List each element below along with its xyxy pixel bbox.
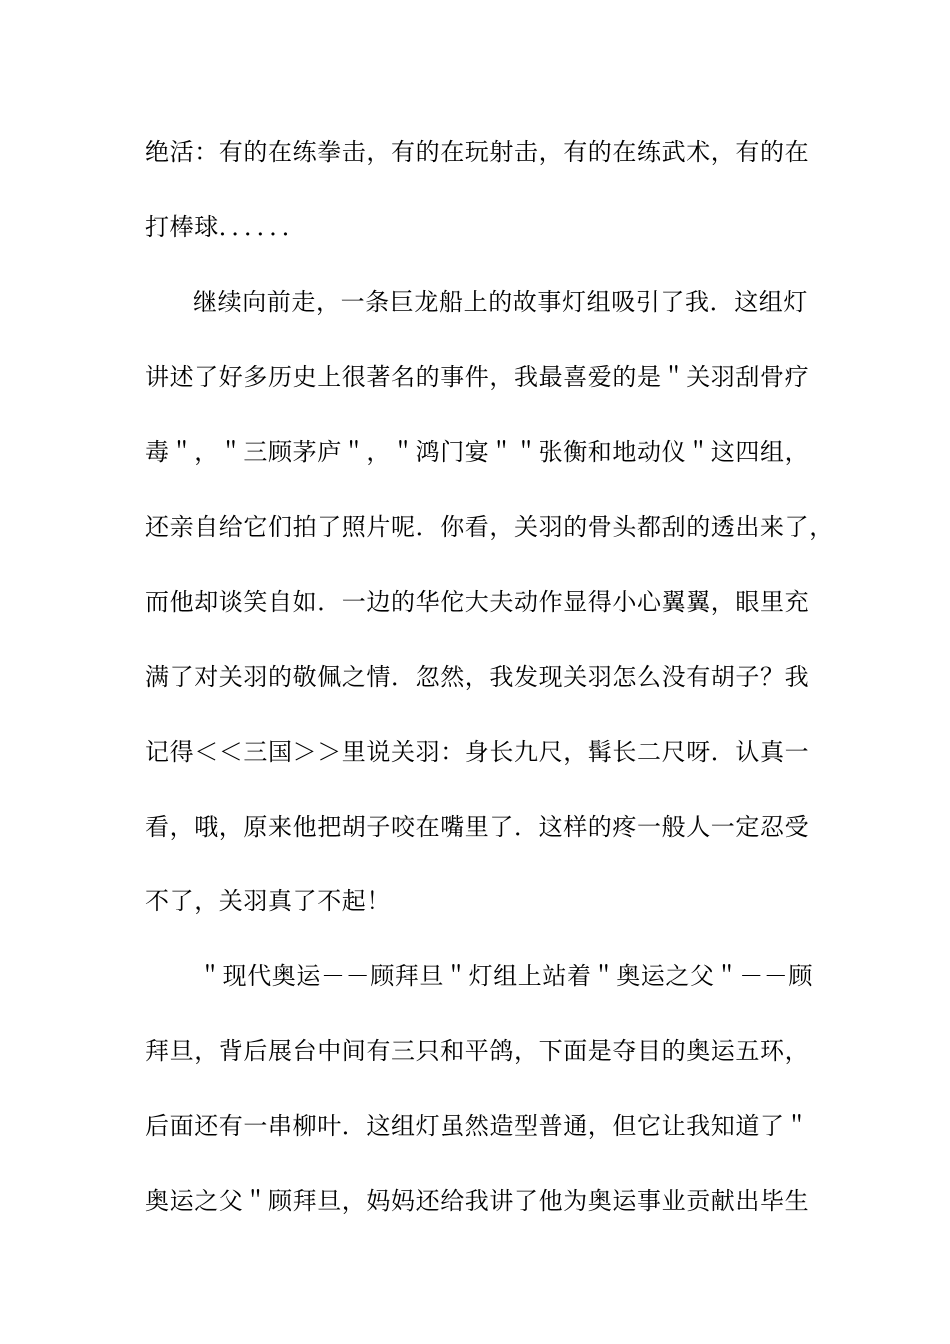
text-line: 不了，关羽真了不起！: [145, 887, 391, 915]
text-line: 拜旦，背后展台中间有三只和平鸽，下面是夺目的奥运五环，: [145, 1037, 810, 1065]
text-line: 后面还有一串柳叶．这组灯虽然造型普通，但它让我知道了＂: [145, 1112, 810, 1140]
text-line: 看，哦，原来他把胡子咬在嘴里了．这样的疼一般人一定忍受: [145, 813, 810, 841]
text-line: 满了对关羽的敬佩之情．忽然，我发现关羽怎么没有胡子？我: [145, 663, 810, 691]
paragraph-start-line: 继续向前走，一条巨龙船上的故事灯组吸引了我．这组灯: [193, 288, 808, 316]
text-line: 毒＂，＂三顾茅庐＂，＂鸿门宴＂＂张衡和地动仪＂这四组，: [145, 438, 810, 466]
text-line: 绝活：有的在练拳击，有的在玩射击，有的在练武术，有的在: [145, 138, 810, 166]
text-line: 打棒球．．．．．．: [145, 213, 307, 241]
text-line: 记得＜＜三国＞＞里说关羽：身长九尺，髯长二尺呀．认真一: [145, 738, 810, 766]
text-line: 奥运之父＂顾拜旦，妈妈还给我讲了他为奥运事业贡献出毕生: [145, 1187, 810, 1215]
text-line: 讲述了好多历史上很著名的事件，我最喜爱的是＂关羽刮骨疗: [145, 363, 810, 391]
paragraph-start-line: ＂现代奥运－－顾拜旦＂灯组上站着＂奥运之父＂－－顾: [198, 962, 813, 990]
text-line: 而他却谈笑自如．一边的华佗大夫动作显得小心翼翼，眼里充: [145, 588, 810, 616]
text-line: 还亲自给它们拍了照片呢．你看，关羽的骨头都刮的透出来了，: [145, 513, 834, 541]
